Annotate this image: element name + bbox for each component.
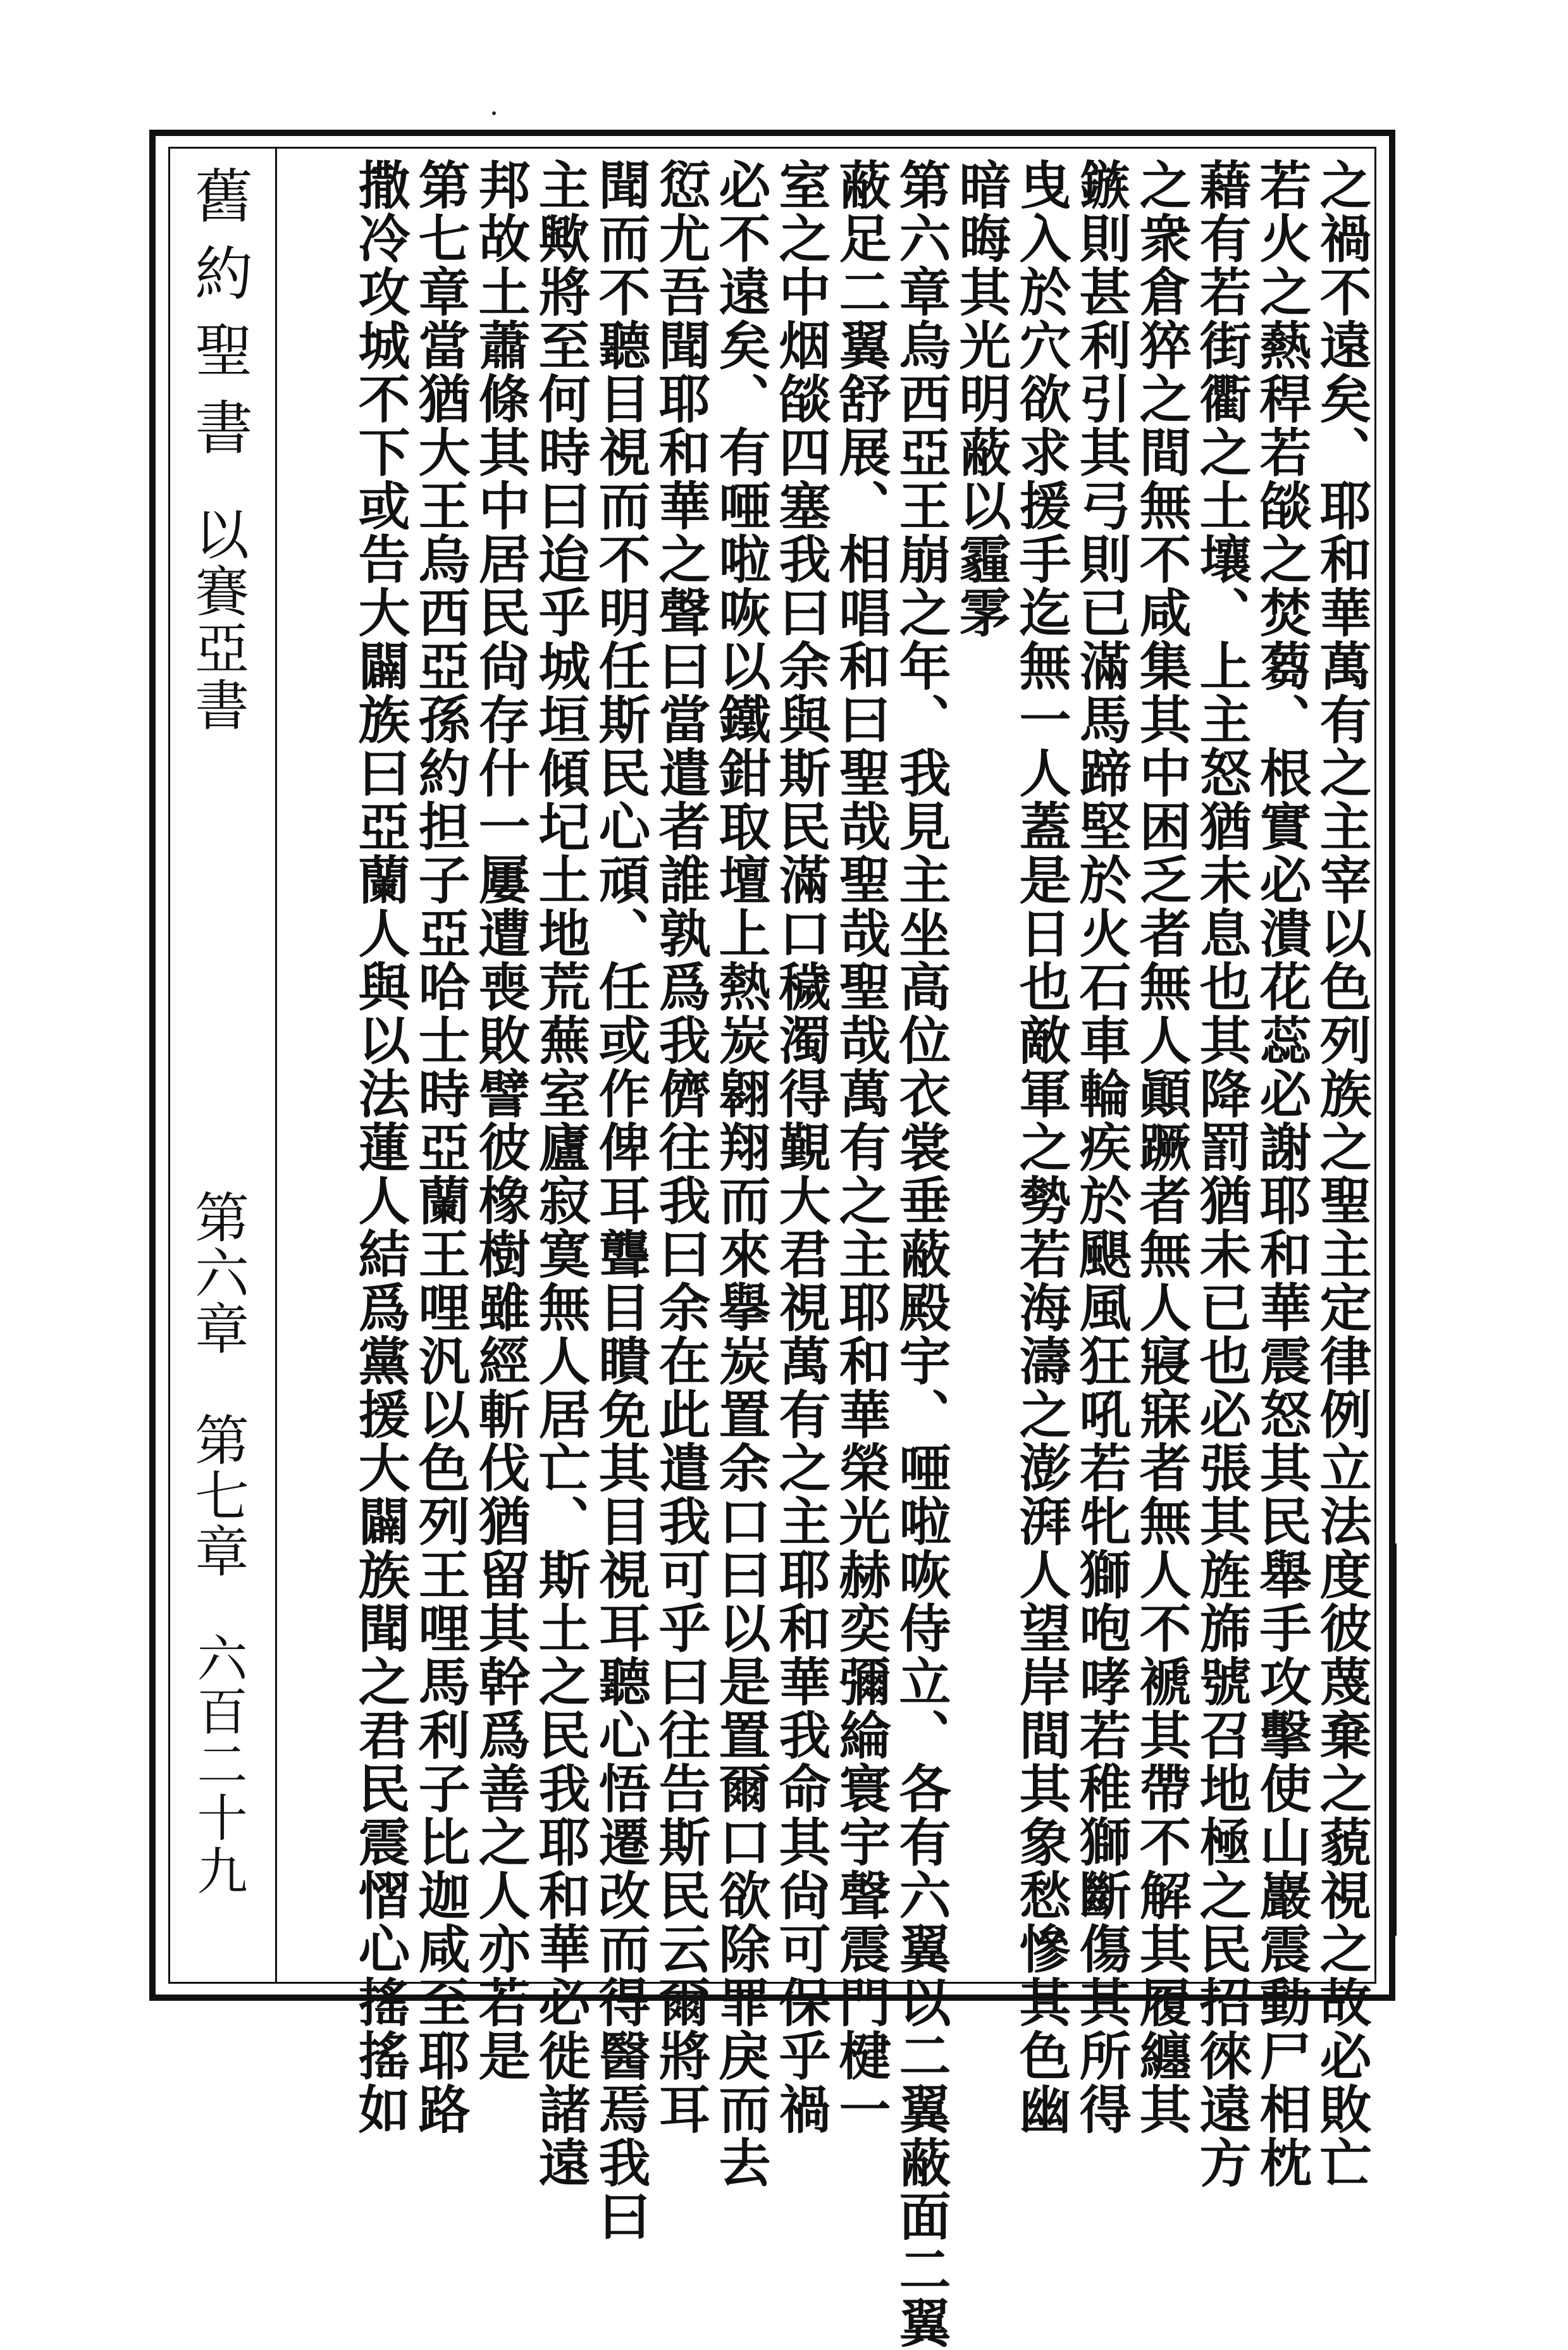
page-number: 六百二十九 <box>188 1632 247 1898</box>
text-column-4: 之衆倉猝之間無不咸集其中困乏者無人顚蹶者無人寢寐者無人不褫其帶不解其履纏其 <box>1131 158 1192 2136</box>
text-column-3: 藉有若街衢之土壤、上主怒猶未息也其降罰猶未已也必張其旌旆號召地極之民招徠遠方 <box>1191 158 1252 2189</box>
text-column-16: 第七章當猶大王烏西亞孫約担子亞哈士時亞蘭王哩汎以色列王哩馬利子比迦咸至耶路 <box>410 158 471 2136</box>
text-column-8: 第六章烏西亞王崩之年、我見主坐高位衣裳垂蔽殿宇、唖啦咴侍立、各有六翼以二翼蔽面二翼 <box>891 158 951 2350</box>
text-column-7: 暗晦其光明蔽以霾雺 <box>951 158 1011 640</box>
text-column-6: 曳入於穴欲求援手迄無一人蓋是日也敵軍之勢若海濤之澎湃人望岸間其象愁慘其色幽 <box>1011 158 1071 2136</box>
text-column-13: 聞而不聽目視而不明任斯民心頑、任或作俾耳聾目瞶免其目視耳聽心悟遷改而得醫焉我曰 <box>590 158 651 2243</box>
text-column-11: 必不遠矣、有唖啦咴以鐵鉗取壇上熱炭翱翔而來擧炭置余口曰以是置爾口欲除罪戾而去 <box>710 158 771 2189</box>
text-column-14: 主歟將至何時曰迨乎城垣傾圮土地荒蕪室廬寂寞無人居亡、斯土之民我耶和華必徙諸遠 <box>530 158 591 2189</box>
text-column-12: 愆尤吾聞耶和華之聲曰當遣者誰孰爲我儕往我曰余在此遣我可乎曰往告斯民云爾將耳 <box>650 158 711 2136</box>
margin-rule <box>1392 1543 1397 1936</box>
text-column-15: 邦故土蕭條其中居民尙存什一屢遭喪敗譬彼橡樹雖經斬伐猶留其幹爲善之人亦若是 <box>470 158 531 2082</box>
text-column-1: 之禍不遠矣、耶和華萬有之主宰以色列族之聖主定律例立法度彼蔑棄之藐視之故必敗亡 <box>1311 158 1372 2189</box>
print-speck <box>492 111 496 115</box>
text-column-2: 若火之爇稈若燄之焚蒭、根實必潰花蕊必謝耶和華震怒其民舉手攻擊使山巖震動尸相枕 <box>1251 158 1312 2189</box>
book-name: 以賽亞書 <box>185 506 249 734</box>
text-column-10: 室之中烟燄四塞我曰余與斯民滿口穢濁得覲大君視萬有之主耶和華我命其尙可保乎禍 <box>770 158 831 2136</box>
text-column-17: 撒冷攻城不下或告大闢族曰亞蘭人與以法蓮人結爲黨援大闢族聞之君民震慴心搖搖如 <box>350 158 411 2136</box>
text-column-9: 蔽足二翼舒展、相唱和曰聖哉聖哉聖哉萬有之主耶和華榮光赫奕彌綸寰宇聲震門楗一 <box>830 158 891 2136</box>
text-column-5: 鏃則甚利引其弓則已滿馬蹄堅於火石車輪疾於颶風狂吼若牝獅咆哮若稚獅斷傷其所得 <box>1071 158 1132 2136</box>
running-title: 舊約聖書 <box>185 166 253 474</box>
chapter-range: 第六章 第七章 <box>185 1189 249 1579</box>
